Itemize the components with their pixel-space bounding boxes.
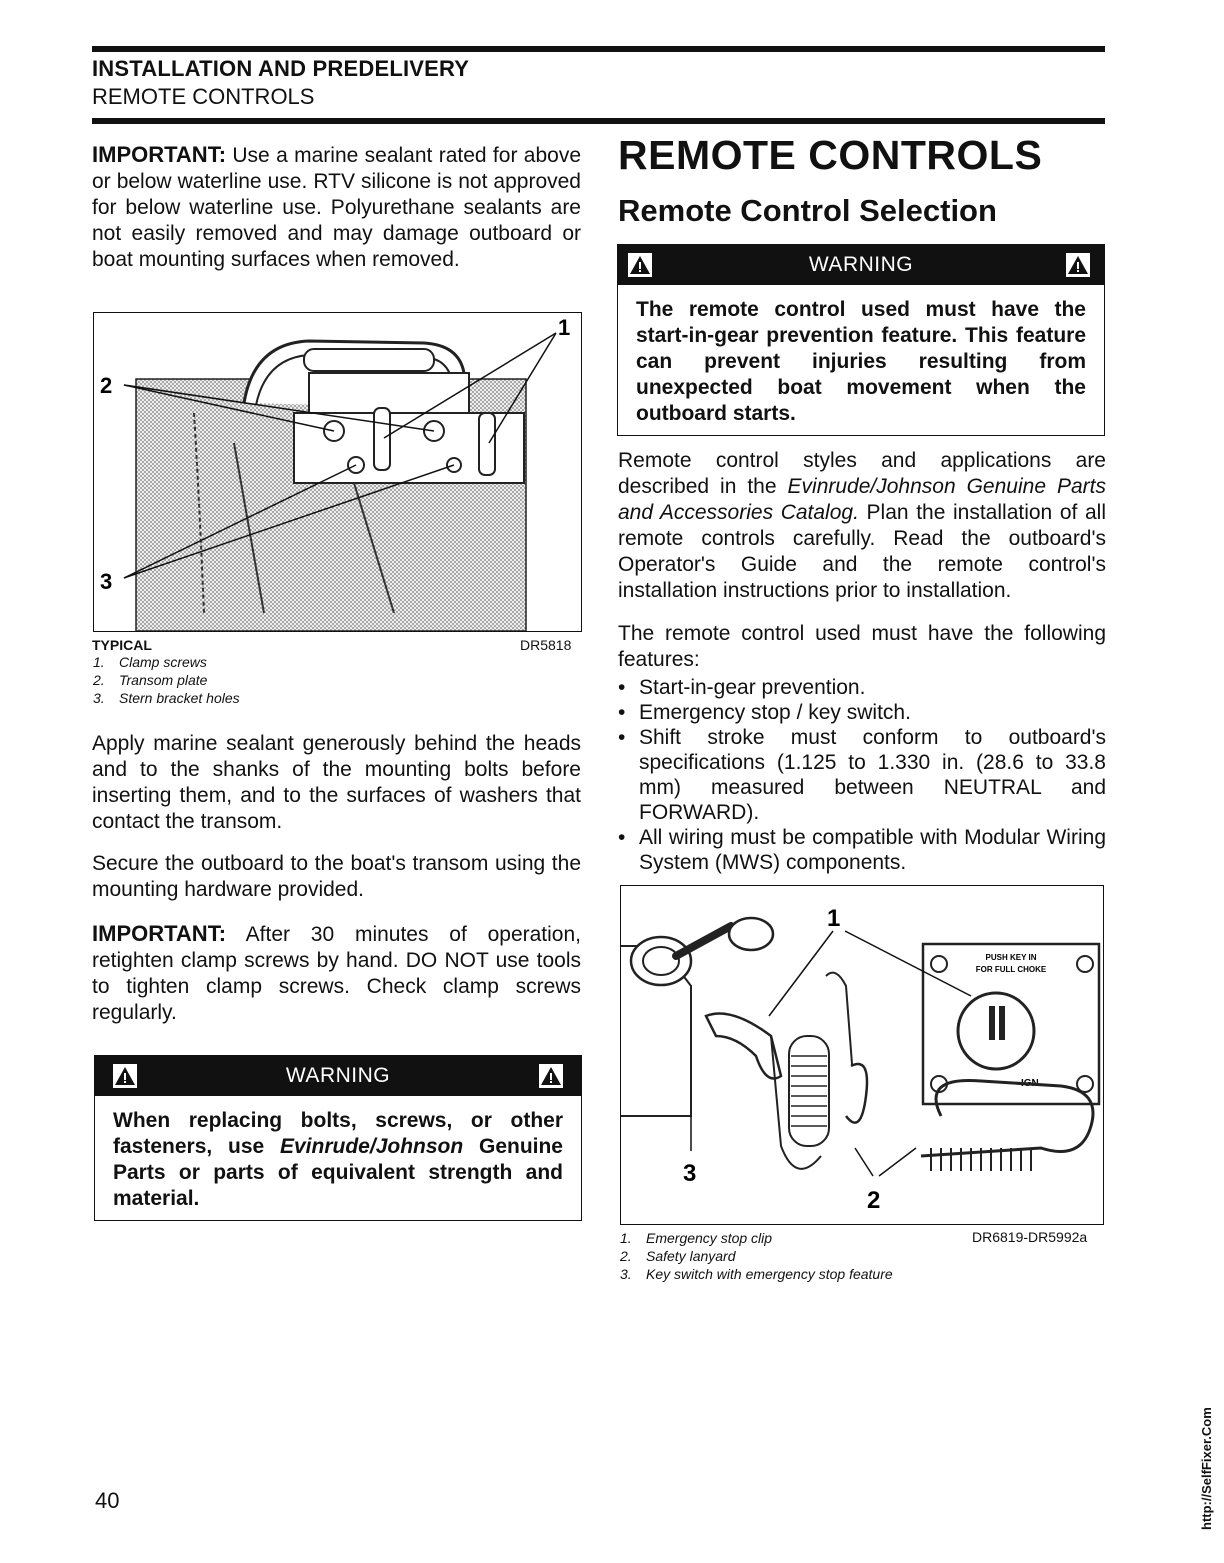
figure1-caption-title: TYPICAL — [92, 637, 152, 653]
figure-clamp-screws — [93, 312, 582, 632]
page-heading: REMOTE CONTROLS — [618, 132, 1043, 178]
callout-2: 2 — [867, 1187, 881, 1214]
key-switch-illustration — [621, 886, 1103, 1224]
warning-text: When replacing bolts, screws, or other fasteners, use Evinrude/Johnson Genuine Parts or parts of equivalent strength and material. — [113, 1109, 563, 1210]
key-switch-body — [631, 937, 691, 985]
ign-label: IGN — [1021, 1078, 1039, 1089]
warning-title: WARNING — [808, 253, 914, 276]
legend-item: 2. Transom plate — [93, 672, 208, 688]
important-note-1 — [92, 142, 581, 273]
watermark: http://SelfFixer.Com — [1199, 1407, 1214, 1530]
secure-paragraph: Secure the outboard to the boat's transom using the mounting hardware provided. — [92, 852, 581, 901]
section-title: INSTALLATION AND PREDELIVERY — [92, 56, 470, 81]
list-item: • All wiring must be compatible with Modular Wiring System (MWS) components. — [618, 825, 1106, 875]
top-rule — [92, 46, 1105, 52]
important-text: After 30 minutes of operation, retighten clamp screws by hand. DO NOT use tools to tighten clamp screws. Check clamp screws regularly. — [92, 923, 581, 1024]
warning-header — [618, 245, 1104, 285]
warning-box-start-in-gear — [617, 244, 1105, 436]
important-label: IMPORTANT: — [92, 142, 227, 167]
sealant-paragraph: Apply marine sealant generously behind the heads and to the shanks of the mounting bolts before inserting them, and to the surfaces of washers that contact the transom. — [92, 732, 581, 833]
clamp-illustration — [94, 313, 581, 631]
legend-item: 2. Safety lanyard — [620, 1248, 736, 1264]
warning-text: The remote control used must have the start-in-gear prevention feature. This feature can prevent injuries resulting from unexpected boat movement when the outboard starts. — [636, 298, 1086, 425]
legend-item: 1. Emergency stop clip — [620, 1230, 773, 1246]
panel-label-2: FOR FULL CHOKE — [975, 965, 1047, 974]
list-item: • Shift stroke must conform to outboard's specifications (1.125 to 1.330 in. (28.6 to 33.8 mm) measured between NEUTRAL and FORWARD). — [618, 725, 1106, 825]
callout-1: 1 — [827, 905, 841, 932]
callout-line-1 — [769, 931, 833, 1016]
header-bottom-rule — [92, 118, 1105, 124]
warning-header — [95, 1056, 581, 1096]
figure2-code: DR6819-DR5992a — [972, 1229, 1088, 1245]
clamp-screw-handle-1 — [374, 408, 390, 470]
key-icon — [676, 926, 731, 956]
panel-label: PUSH KEY IN — [985, 953, 1037, 962]
important-note-2 — [92, 921, 581, 1026]
list-item: • Emergency stop / key switch. — [618, 700, 1106, 725]
remote-styles-paragraph: Remote control styles and applications are described in the Evinrude/Johnson Genuine Parts and Accessories Catalog. Plan the installation of all remote controls carefully. Read the outboard's Operator's Guide and the remote control's installation instructions prior to installation. — [618, 449, 1106, 602]
figure-key-switch — [620, 885, 1104, 1225]
figure1-legend — [93, 653, 240, 707]
callout-3: 3 — [100, 569, 113, 594]
important-label: IMPORTANT: — [92, 921, 227, 946]
figure2-legend — [620, 1229, 893, 1283]
page-number: 40 — [95, 1488, 120, 1513]
features-list — [618, 675, 1106, 875]
legend-item: 1. Clamp screws — [93, 654, 207, 670]
list-item: • Start-in-gear prevention. — [618, 675, 1106, 700]
clamp-screw-handle-2 — [479, 413, 495, 475]
callout-2: 2 — [100, 373, 113, 398]
ignition-switch — [958, 993, 1034, 1069]
callout-line-2 — [855, 1148, 873, 1176]
important-text: Use a marine sealant rated for above or below waterline use. RTV silicone is not approved for below waterline use. Polyurethane sealants are not easily removed and may damage outboard or boat mounting surfaces when removed. — [92, 144, 581, 271]
warning-icon — [1066, 253, 1090, 277]
emergency-stop-clip — [706, 1014, 781, 1079]
warning-box-fasteners — [94, 1055, 582, 1221]
warning-icon — [539, 1064, 563, 1088]
callout-1: 1 — [558, 315, 571, 340]
subsection-title: REMOTE CONTROLS — [92, 84, 315, 109]
warning-title: WARNING — [285, 1064, 391, 1087]
figure1-code: DR5818 — [520, 637, 572, 653]
features-intro: The remote control used must have the following features: — [618, 622, 1106, 671]
coiled-lanyard — [789, 1036, 829, 1146]
legend-item: 3. Stern bracket holes — [93, 690, 240, 706]
section-heading: Remote Control Selection — [618, 193, 997, 228]
callout-3: 3 — [683, 1160, 697, 1187]
legend-item: 3. Key switch with emergency stop feature — [620, 1266, 893, 1282]
